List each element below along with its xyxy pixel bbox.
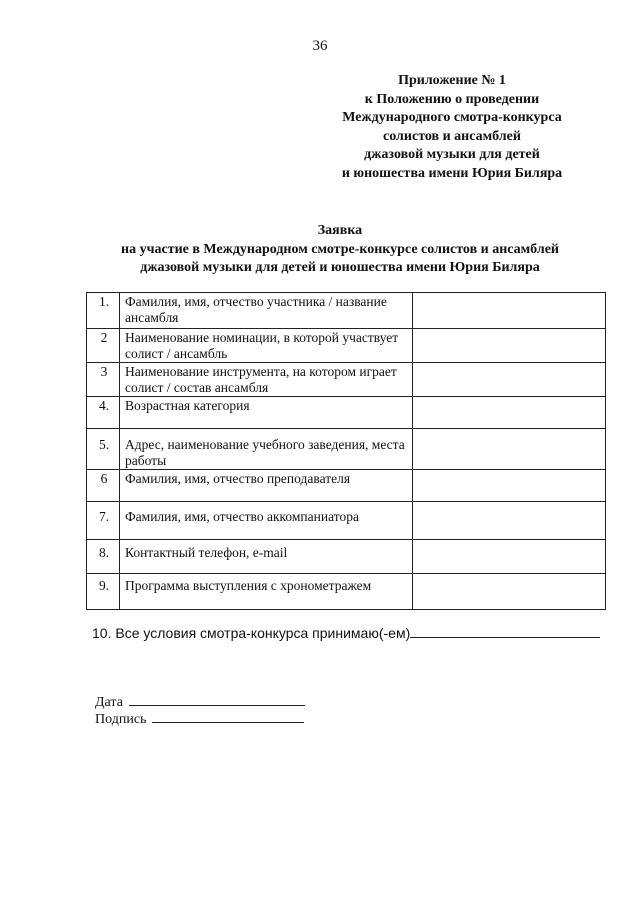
row-number: 1.: [87, 293, 120, 329]
title-heading: Заявка: [317, 223, 363, 238]
row-label: Фамилия, имя, отчество аккомпаниатора: [120, 502, 413, 540]
consent-text: 10. Все условия смотра-конкурса принимаю(-ем): [92, 625, 411, 641]
row-label: Программа выступления с хронометражем: [120, 574, 413, 610]
form-row: [87, 363, 606, 397]
row-value-field[interactable]: [413, 293, 606, 329]
row-number: 3: [87, 363, 120, 397]
form-row: [87, 540, 606, 574]
row-value-field[interactable]: [413, 397, 606, 429]
row-value-field[interactable]: [413, 470, 606, 502]
appendix-line: и юношества имени Юрия Биляра: [341, 165, 563, 181]
row-value-field[interactable]: [413, 574, 606, 610]
row-label: Контактный телефон, e-mail: [120, 540, 413, 574]
row-number: 5.: [87, 429, 120, 470]
form-row: [87, 397, 606, 429]
row-number: 6: [87, 470, 120, 502]
row-value-field[interactable]: [413, 329, 606, 363]
appendix-line: Приложение № 1: [398, 73, 506, 88]
appendix-header: [302, 72, 602, 183]
appendix-line: Международного смотра-конкурса: [342, 110, 562, 125]
title-line: джазовой музыки для детей и юношества имени Юрия Биляра: [140, 260, 540, 275]
page-number: 36: [312, 38, 328, 54]
signature-row: [95, 710, 304, 728]
consent-signature-line[interactable]: [410, 625, 600, 638]
form-row: [87, 470, 606, 502]
signature-label: Подпись: [95, 712, 147, 727]
consent-statement: [92, 625, 600, 641]
row-number: 2: [87, 329, 120, 363]
row-value-field[interactable]: [413, 540, 606, 574]
form-row: [87, 574, 606, 610]
application-title: [0, 222, 640, 278]
form-row: [87, 429, 606, 470]
row-label: Возрастная категория: [120, 397, 413, 429]
appendix-line: солистов и ансамблей: [383, 128, 521, 144]
row-label: Фамилия, имя, отчество преподавателя: [120, 470, 413, 502]
row-label: Наименование инструмента, на котором играет солист / состав ансамбля: [120, 363, 413, 397]
form-row: [87, 502, 606, 540]
row-number: 9.: [87, 574, 120, 610]
form-row: [87, 293, 606, 329]
row-label: Фамилия, имя, отчество участника / название ансамбля: [120, 293, 413, 329]
row-number: 4.: [87, 397, 120, 429]
application-form-table: [86, 292, 606, 610]
title-line: на участие в Международном смотре-конкурсе солистов и ансамблей: [121, 241, 559, 257]
row-number: 8.: [87, 540, 120, 574]
row-value-field[interactable]: [413, 502, 606, 540]
row-value-field[interactable]: [413, 429, 606, 470]
appendix-line: джазовой музыки для детей: [364, 147, 540, 162]
date-label: Дата: [95, 695, 123, 710]
row-label: Адрес, наименование учебного заведения, места работы: [120, 429, 413, 470]
date-row: [95, 693, 305, 711]
row-value-field[interactable]: [413, 363, 606, 397]
form-row: [87, 329, 606, 363]
row-number: 7.: [87, 502, 120, 540]
signature-field-line[interactable]: [152, 710, 304, 723]
row-label: Наименование номинации, в которой участвует солист / ансамбль: [120, 329, 413, 363]
date-field-line[interactable]: [129, 693, 305, 706]
appendix-line: к Положению о проведении: [364, 91, 540, 107]
